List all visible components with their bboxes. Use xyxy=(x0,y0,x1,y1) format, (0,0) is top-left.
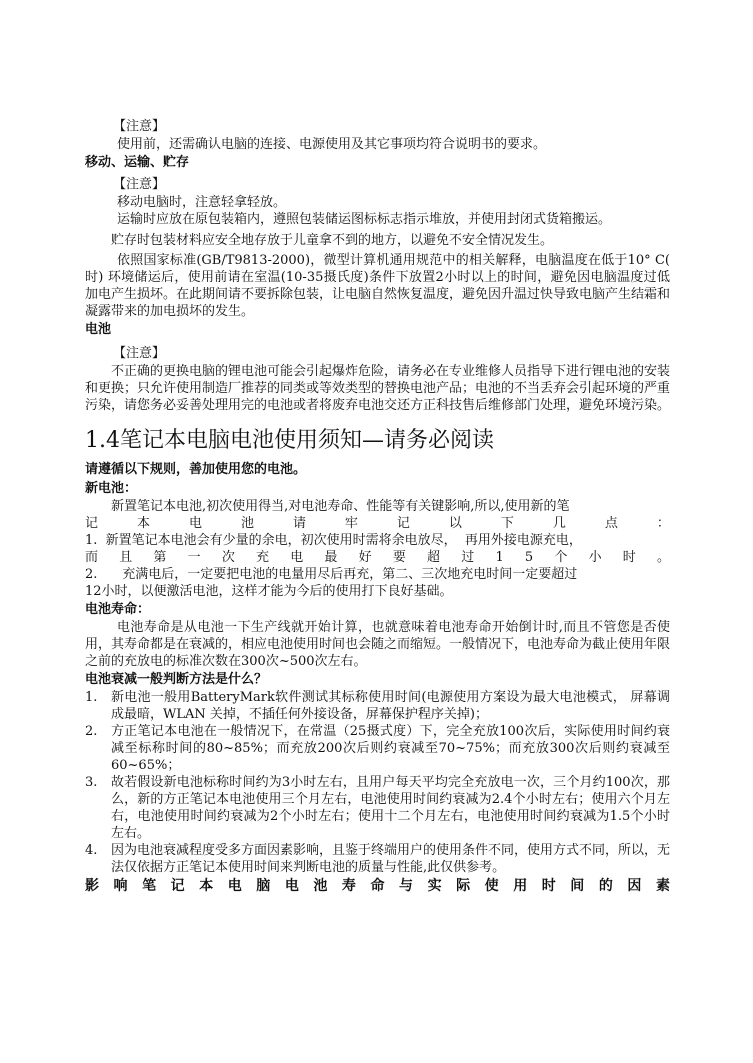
spread-char: 记 xyxy=(396,516,410,531)
spread-char: 超 xyxy=(427,550,441,565)
spread-char: 与 xyxy=(399,878,414,894)
list-number: 3. xyxy=(85,775,98,790)
spread-char: 间 xyxy=(570,878,585,894)
list-text: 方正笔记本电池在一般情况下，在常温（25摄式度）下，完全充放100次后，实际使用时间约衰减至标称时间的80~85%；而充放200次后则约衰减至70~75%；而充放300次后则约衰减至60~65%； xyxy=(111,724,670,773)
spread-char: 且 xyxy=(119,550,133,565)
spread-char: 一 xyxy=(187,550,201,565)
battery-life-heading: 电池寿命： xyxy=(85,602,151,617)
spread-char: 要 xyxy=(392,550,406,565)
list-number: 1. xyxy=(85,690,98,705)
paragraph: 移动电脑时，注意轻拿轻放。 xyxy=(117,195,287,210)
section-heading-battery: 电池 xyxy=(85,322,112,337)
notice-label: 【注意】 xyxy=(113,177,166,192)
paragraph: 不正确的更换电脑的锂电池可能会引起爆炸危险，请务必在专业维修人员指导下进行锂电池的安装和更换；只允许使用制造厂推荐的同类或等效类型的替换电池产品；电池的不当丢弃会引起环境的严重污染，请您务必妥善处理用完的电池或者将废弃电池交还方正科技售后维修部门处理，避免环境污染。 xyxy=(85,364,671,413)
spread-char: 。 xyxy=(656,550,670,565)
spread-char: 请 xyxy=(292,516,306,531)
list-item xyxy=(85,842,670,876)
notice-label: 【注意】 xyxy=(113,119,166,134)
spread-char: ： xyxy=(656,516,670,531)
spread-char: 电 xyxy=(284,878,299,894)
spread-char: 电 xyxy=(188,516,202,531)
rule-heading: 请遵循以下规则，善加使用您的电池。 xyxy=(85,462,307,477)
spread-char: 以 xyxy=(448,516,462,531)
list-item: 1. 新置笔记本电池会有少量的余电，初次使用时需将余电放尽， 再用外接电源充电， xyxy=(85,533,582,548)
list-item: 2. 充满电后，一定要把电池的电量用尽后再充，第二、三次地充电时间一定要超过 xyxy=(85,567,578,582)
usage-note: 使用前，还需确认电脑的连接、电源使用及其它事项均符合说明书的要求。 xyxy=(117,137,547,152)
spread-char: 的 xyxy=(598,878,613,894)
decay-list xyxy=(85,689,670,876)
spread-char: 最 xyxy=(324,550,338,565)
spread-char: 笔 xyxy=(142,878,157,894)
list-item xyxy=(85,774,670,842)
spread-char: 池 xyxy=(313,878,328,894)
list-item xyxy=(85,723,670,774)
spread-char: 1 xyxy=(495,550,504,565)
spread-char: 牢 xyxy=(344,516,358,531)
paragraph: 贮存时包装材料应安全地存放于儿童拿不到的地方，以避免不安全情况发生。 xyxy=(111,233,554,248)
spread-char: 时 xyxy=(541,878,556,894)
spread-char: 用 xyxy=(513,878,528,894)
spread-char: 充 xyxy=(256,550,270,565)
spread-char: 际 xyxy=(456,878,471,894)
spread-char: 响 xyxy=(113,878,128,894)
section-heading-transport: 移动、运输、贮存 xyxy=(85,155,190,170)
paragraph: 运输时应放在原包装箱内，遵照包装储运图标标志指示堆放，并使用封闭式货箱搬运。 xyxy=(117,212,612,227)
spread-char: 时 xyxy=(622,550,636,565)
list-text: 故若假设新电池标称时间约为3小时左右，且用户每天平均完全充放电一次，三个月约100次，那么，新的方正笔记本电池使用三个月左右，电池使用时间约衰减为2.4个小时左右；使用六个月左右，电池使用时间约衰减为2个小时左右；使用十二个月左右，电池使用时间约衰减为1.5个小时左右。 xyxy=(111,775,670,841)
list-item xyxy=(85,689,670,723)
spread-char: 实 xyxy=(427,878,442,894)
spread-line xyxy=(85,515,670,532)
list-text: 因为电池衰减程度受多方面因素影响，且鉴于终端用户的使用条件不同，使用方式不同，所以，无法仅依据方正笔记本使用时间来判断电池的质量与性能,此仅供参考。 xyxy=(111,843,671,875)
spread-char: 而 xyxy=(85,550,99,565)
spread-char: 使 xyxy=(484,878,499,894)
spread-char: 记 xyxy=(170,878,185,894)
spread-char: 脑 xyxy=(256,878,271,894)
spread-line xyxy=(85,549,670,566)
document-page xyxy=(85,118,670,896)
spread-char: 影 xyxy=(85,878,99,894)
spread-char: 本 xyxy=(136,516,150,531)
notice-label: 【注意】 xyxy=(113,346,166,361)
paragraph: 新置笔记本电池,初次使用得当,对电池寿命、性能等有关键影响,所以,使用新的笔 xyxy=(111,499,570,514)
factors-heading xyxy=(85,876,670,896)
spread-char: 本 xyxy=(199,878,214,894)
spread-char: 第 xyxy=(153,550,167,565)
list-text: 新电池一般用BatteryMark软件测试其标称使用时间(电源使用方案设为最大电池模式， 屏幕调成最暗，WLAN 关掉，不插任何外接设备，屏幕保护程序关掉)； xyxy=(111,690,670,722)
spread-char: 次 xyxy=(221,550,235,565)
new-battery-heading: 新电池： xyxy=(85,481,138,496)
spread-char: 5 xyxy=(524,550,534,565)
spread-char: 小 xyxy=(588,550,602,565)
spread-char: 好 xyxy=(358,550,372,565)
list-number: 2. xyxy=(85,724,98,739)
spread-char: 池 xyxy=(240,516,254,531)
spread-char: 寿 xyxy=(341,878,356,894)
spread-char: 电 xyxy=(290,550,304,565)
decay-heading: 电池衰减一般判断方法是什么？ xyxy=(85,672,268,687)
section-title: 1.4笔记本电脑电池使用须知—请务必阅读 xyxy=(85,428,494,453)
spread-char: 因 xyxy=(627,878,642,894)
paragraph: 依照国家标准(GB/T9813-2000)，微型计算机通用规范中的相关解释，电脑温度在低于10° C( 时) 环境储运后，使用前请在室温(10-35摄氏度)条件下放置2小时以上的时间，避免因电脑温度过低加电产生损坏。在此期间请不要拆除包装，让电脑自然恢复温度，避免因升温过快导致电脑产生结霜和凝露带来的加电损坏的发生。 xyxy=(85,253,671,319)
spread-char: 电 xyxy=(227,878,242,894)
list-number: 4. xyxy=(85,843,98,858)
paragraph: 电池寿命是从电池一下生产线就开始计算，也就意味着电池寿命开始倒计时,而且不管您是否使用，其寿命都是在衰减的，相应电池使用时间也会随之而缩短。一般情况下，电池寿命为截止使用年限之前的充放电的标准次数在300次~500次左右。 xyxy=(85,620,671,669)
spread-char: 点 xyxy=(604,516,618,531)
spread-char: 过 xyxy=(461,550,475,565)
spread-char: 记 xyxy=(85,516,99,531)
spread-char: 命 xyxy=(370,878,385,894)
spread-char: 个 xyxy=(554,550,568,565)
spread-char: 几 xyxy=(552,516,566,531)
spread-char: 素 xyxy=(655,878,670,894)
list-item-continuation: 12小时，以便激活电池，这样才能为今后的使用打下良好基础。 xyxy=(85,584,453,599)
spread-char: 下 xyxy=(500,516,514,531)
